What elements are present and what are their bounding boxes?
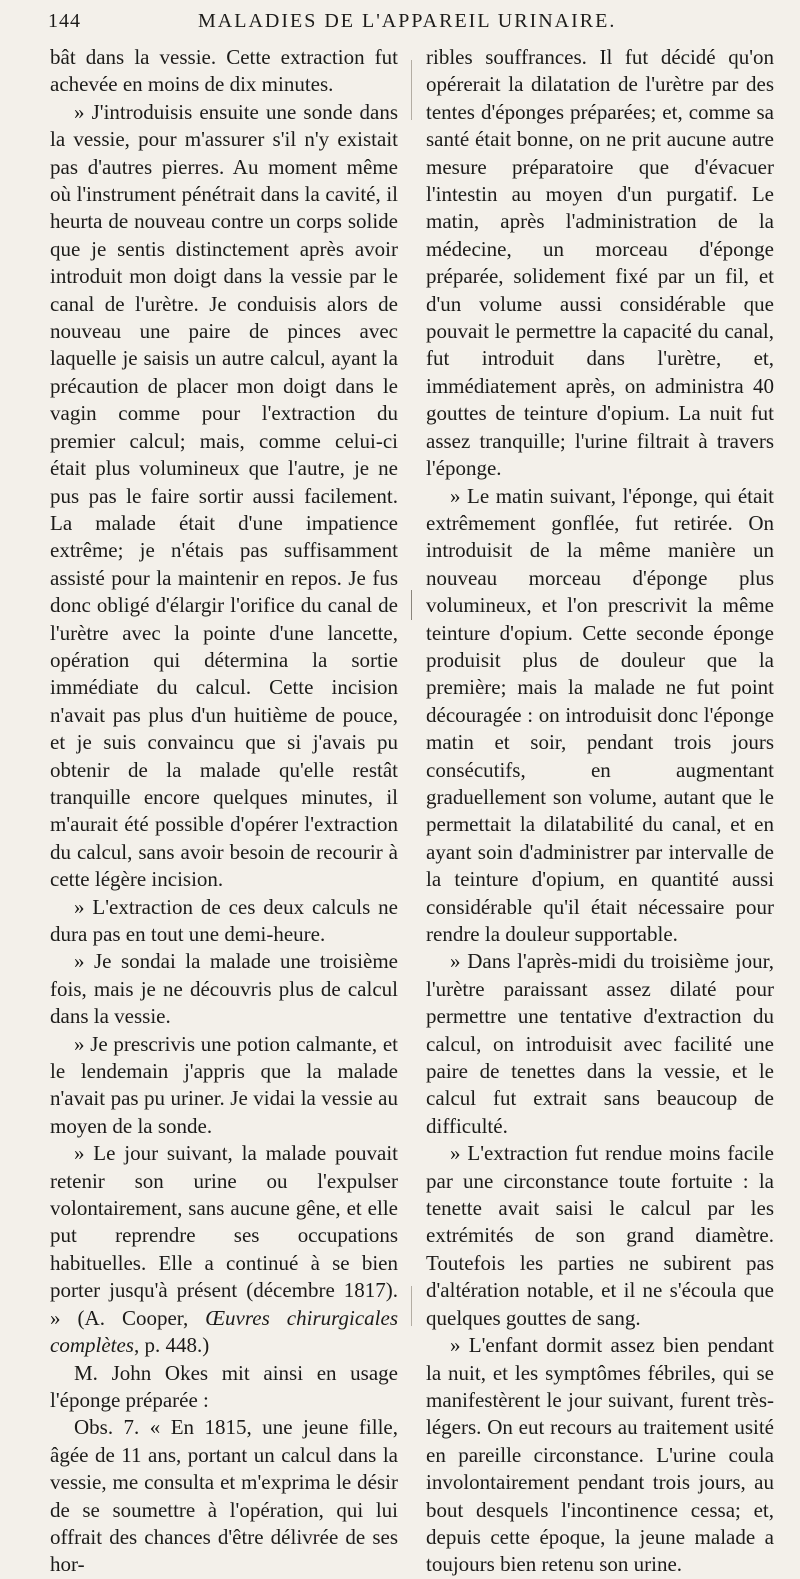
paragraph: » Je sondai la malade une troisième fois, mais je ne découvris plus de calcul dans la vessie. — [50, 949, 398, 1029]
running-title: MALADIES DE L'APPAREIL URINAIRE. — [198, 10, 617, 32]
paragraph: » L'enfant dormit assez bien pendant la nuit, et les symptômes fébriles, qui se manifestèrent le jour suivant, furent très-légers. On eut recours au traitement usité en pareille circonstance. L'urine coula involontairement pendant trois jours, au bout desquels l'incontinence cessa; et, depuis cette époque, la jeune malade a toujours bien retenu son urine. — [426, 1333, 774, 1577]
paragraph: » L'extraction fut rendue moins facile par une circonstance toute fortuite : la tenette avait saisi le calcul par les extrémités de son grand diamètre. Toutefois les parties ne subirent pas d'altération notable, et il ne s'écoula que quelques gouttes de sang. — [426, 1141, 774, 1330]
right-column — [426, 44, 774, 1577]
column-rule — [411, 60, 412, 120]
paragraph: » L'extraction de ces deux calculs ne dura pas en tout une demi-heure. — [50, 894, 398, 946]
paragraph: bât dans la vessie. Cette extraction fut achevée en moins de dix minutes. — [50, 45, 398, 97]
paragraph-text: , p. 448.) — [133, 1333, 210, 1358]
left-column — [50, 44, 398, 1577]
citation-title: Œuvres chirurgicales complètes — [50, 1305, 398, 1358]
paragraph: » Dans l'après-midi du troisième jour, l'urètre paraissant assez dilaté pour permettre une tentative d'extraction du calcul, on introduisit avec facilité une paire de tenettes dans la vessie, et le calcul fut extrait sans beaucoup de difficulté. — [426, 949, 774, 1138]
paragraph: ribles souffrances. Il fut décidé qu'on opérerait la dilatation de l'urètre par des tentes d'éponges préparées; et, comme sa santé était bonne, on ne prit aucune autre mesure préparatoire que d'évacuer l'intestin au moyen d'un purgatif. Le matin, après l'administration de la médecine, un morceau d'éponge préparée, solidement fixé par un fil, et d'un volume aussi considérable que pouvait le permettre la capacité du canal, fut introduit dans l'urètre, et, immédiatement après, on administra 40 gouttes de teinture d'opium. La nuit fut assez tranquille; l'urine filtrait à travers l'éponge. — [426, 45, 774, 481]
page-header — [48, 10, 760, 40]
page-number: 144 — [48, 10, 81, 32]
paragraph: M. John Okes mit ainsi en usage l'éponge préparée : — [50, 1360, 398, 1412]
paragraph: » Le matin suivant, l'éponge, qui était extrêmement gonflée, fut retirée. On introduisit de la même manière un nouveau morceau d'éponge plus volumineux, et l'on prescrivit la même teinture d'opium. Cette seconde éponge produisit plus de douleur que la première; mais la malade ne fut point découragée : on introduisit donc l'éponge matin et soir, pendant trois jours consécutifs, en augmentant graduellement son volume, autant que le permettait la dilatabilité du canal, et en ayant soin d'administrer par intervalle de la teinture d'opium, en quantité aussi considérable qu'il était nécessaire pour rendre la douleur supportable. — [426, 483, 774, 946]
column-rule — [411, 1286, 412, 1326]
column-rule — [411, 590, 412, 620]
paragraph: Obs. 7. « En 1815, une jeune fille, âgée de 11 ans, portant un calcul dans la vessie, me consulta et m'exprima le désir de se soumettre à l'opération, qui lui offrait des chances d'être délivrée de ses hor- — [50, 1415, 398, 1577]
paragraph-text: » Le jour suivant, la malade pouvait retenir son urine ou l'expulser volontairement, sans aucune gêne, et elle put reprendre ses occupations habituelles. Elle a continué à se bien porter jusqu'à présent (décembre 1817). » (A. Cooper, — [50, 1141, 398, 1330]
paragraph: » Je prescrivis une potion calmante, et le lendemain j'appris que la malade n'avait pas pu uriner. Je vidai la vessie au moyen de la sonde. — [50, 1031, 398, 1138]
paragraph — [50, 1140, 398, 1359]
paragraph: » J'introduisis ensuite une sonde dans la vessie, pour m'assurer s'il n'y existait pas d'autres pierres. Au moment même où l'instrument pénétrait dans la cavité, il heurta de nouveau contre un corps solide que je sentis distinctement après avoir introduit mon doigt dans la vessie par le canal de l'urètre. Je conduisis alors de nouveau une paire de pinces avec laquelle je saisis un autre calcul, ayant la précaution de placer mon doigt dans le vagin comme pour l'extraction du premier calcul; mais, comme celui-ci était plus volumineux que l'autre, je ne pus pas le faire sortir aussi facilement. La malade était d'une impatience extrême; je n'étais pas suffisamment assisté pour la maintenir en repos. Je fus donc obligé d'élargir l'orifice du canal de l'urètre avec la pointe d'une lancette, opération qui détermina la sortie immédiate du calcul. Cette incision n'avait pas plus d'un huitième de pouce, et je suis convaincu que si j'avais pu obtenir de la malade qu'elle restât tranquille encore quelques minutes, il m'aurait été possible d'opérer l'extraction du calcul, sans avoir besoin de recourir à cette légère incision. — [50, 99, 398, 892]
